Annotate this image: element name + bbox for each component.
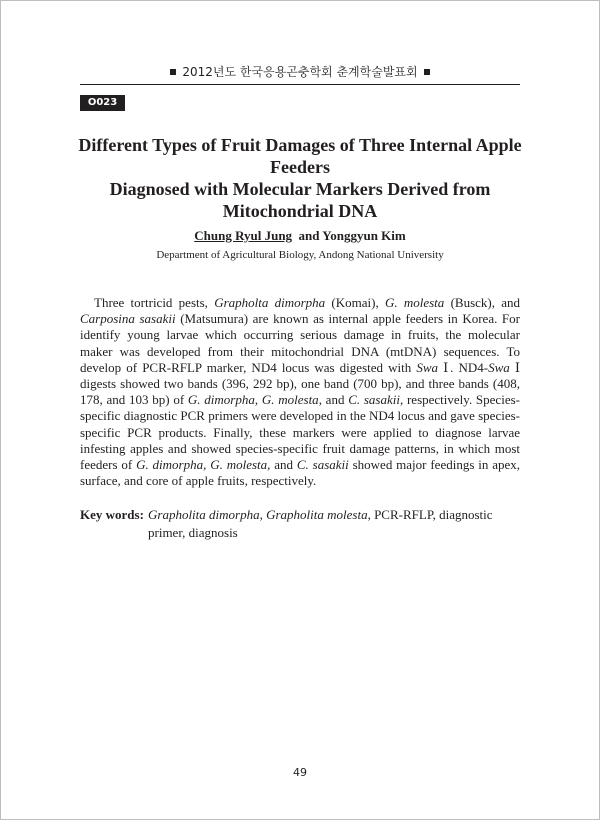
abstract-text: , [203,457,211,473]
square-bullet-icon [170,69,176,75]
abstract-text: Three tortricid pests, [94,295,215,310]
abstract-text: , [254,392,262,408]
species-name: G. dimorpha [136,457,204,473]
presentation-code-badge: O023 [80,95,125,111]
conference-header [80,64,520,84]
abstract-text: , and [318,392,349,408]
species-name: Grapholta dimorpha [214,295,326,310]
keywords-label: Key words: [80,507,144,522]
species-name: C. sasakii [296,457,349,473]
abstract-text: showed major feedings in apex, surface, and core of apple fruits, respectively. [80,457,520,489]
presenting-author: Chung Ryul Jung [194,228,293,243]
paper-title [70,134,530,222]
keyword: , PCR-RFLP, diagnostic primer, diagnosis [148,507,493,540]
square-bullet-icon [424,69,430,75]
abstract-text: Ⅰ. ND4- [438,359,489,375]
abstract-text: (Matsumura) are known as internal apple feeders in Korea. For identify young larvae which occurring serious damage in fruits, the molecular maker was developed from their mitochondrial DNA (mtDNA) sequences. To develop of PCR-RFLP marker, ND4 locus was digested with [80,311,520,375]
keyword: Grapholita dimorpha [148,507,260,522]
header-rule [80,84,520,85]
co-author: Yonggyun Kim [322,228,406,243]
species-name: G. molesta [384,295,445,310]
affiliation: Department of Agricultural Biology, Andong National University [156,249,444,261]
species-name: G. dimorpha [187,392,255,408]
abstract-text: (Busck), and [444,295,520,310]
species-name: Carposina sasakii [80,311,176,327]
title-line: Diagnosed with Molecular Markers Derived from [109,179,491,199]
keyword: Grapholita molesta [266,507,368,522]
keyword-separator: , [259,507,267,522]
enzyme-name: Swa [416,359,439,375]
keywords-block [80,506,520,542]
page-number: 49 [293,766,307,779]
conference-name: 2012년도 한국응용곤충학회 춘계학술발표회 [182,65,418,79]
species-name: G. molesta [210,457,268,473]
abstract-text: (Komai), [325,295,385,310]
author-conjunction: and [298,228,320,243]
title-line: Mitochondrial DNA [222,201,378,221]
species-name: C. sasakii [348,392,400,408]
enzyme-name: Swa [488,359,510,375]
keywords-list [148,506,520,542]
abstract-body [80,295,520,489]
species-name: G. molesta [261,392,319,408]
abstract-text: , and [267,457,297,473]
author-line [80,228,520,244]
title-line: Different Types of Fruit Damages of Three Internal Apple Feeders [78,135,522,177]
abstract-text: Ⅰ digests showed two bands (396, 292 bp), one band (700 bp), and three bands (408, 178, and 103 bp) of [80,359,520,408]
abstract-text: , respectively. Species-specific diagnostic PCR primers were developed in the ND4 locus and gave species-specific PCR products. Finally, these markers were applied to diagnose larvae infesting apples and showed species-specific fruit damage patterns, in which most feeders of [80,392,520,473]
